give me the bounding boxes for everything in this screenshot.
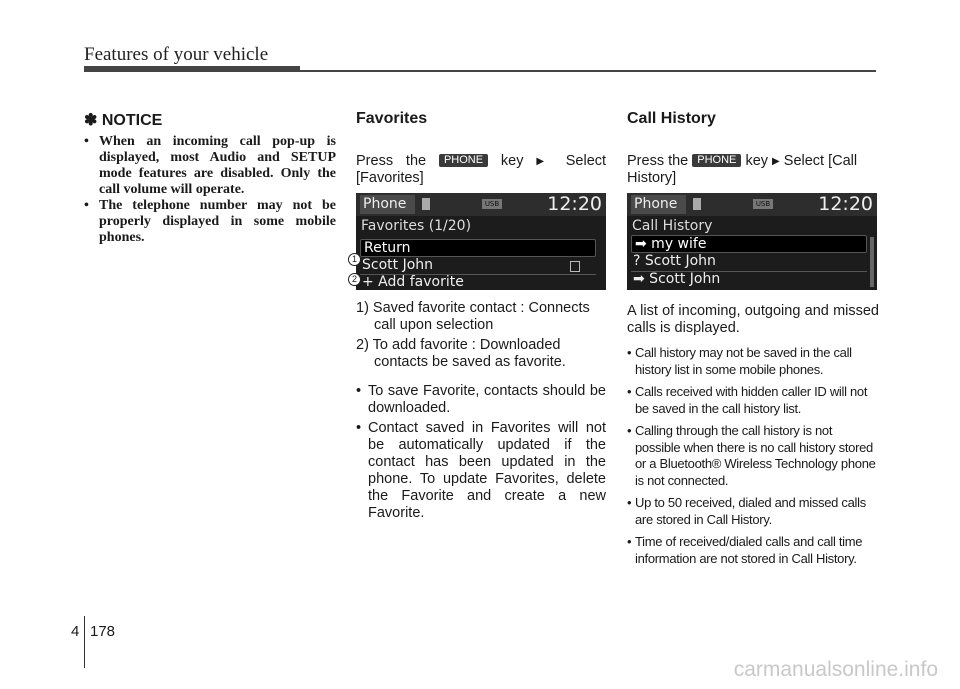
call-history-title: Call History: [627, 110, 716, 127]
screen-phone-tab: Phone: [360, 195, 415, 214]
numbered-item: 2) To add favorite : Downloaded contacts be saved as favorite.: [356, 337, 566, 370]
favorites-instruction: [356, 153, 606, 187]
bluetooth-icon: [693, 198, 701, 210]
instruction-post: key: [500, 153, 524, 169]
bullet-item: • Contact saved in Favorites will not be automatically updated if the contact has been updated in the phone. To update Favorites, delete the Favorite and create a new Favorite.: [356, 420, 606, 522]
numbered-item: 1) Saved favorite contact : Connects call upon selection: [356, 300, 590, 333]
instruction-select: Select [Call History]: [627, 153, 858, 186]
usb-badge: USB: [753, 199, 773, 209]
notice-heading: ✽ NOTICE: [84, 112, 163, 129]
bluetooth-icon: [422, 198, 430, 210]
screen-status-bar: [627, 193, 877, 216]
screen-clock: 12:20: [547, 193, 602, 215]
screen-title: Call History: [632, 218, 713, 234]
instruction-pre: Press the: [627, 153, 689, 169]
screen-row-history-3[interactable]: ➡ Scott John: [633, 271, 721, 287]
callout-2: 2: [348, 273, 361, 286]
instruction-select: Select [Favorites]: [356, 153, 607, 186]
bullet-item: • Call history may not be saved in the call history list in some mobile phones.: [627, 345, 879, 378]
screen-row-contact[interactable]: Scott John: [362, 257, 434, 273]
call-history-screen: [627, 193, 877, 290]
arrow-right-icon: ▶: [772, 156, 780, 167]
screen-row-add-favorite[interactable]: + Add favorite: [362, 274, 464, 290]
screen-phone-tab: Phone: [631, 195, 686, 214]
phone-key-badge: PHONE: [692, 154, 741, 167]
call-history-bullet-list: [627, 345, 879, 567]
usb-badge: USB: [482, 199, 502, 209]
footer-chapter-number: 4: [71, 623, 80, 640]
screen-row-history-2[interactable]: ? Scott John: [633, 253, 716, 269]
notice-item: • When an incoming call pop-up is displayed, most Audio and SETUP mode features are disabled. Only the call volume will operate.: [84, 134, 336, 198]
screen-row-return[interactable]: Return: [360, 239, 596, 257]
favorites-screen: [356, 193, 606, 290]
notice-item: • The telephone number may not be properly displayed in some mobile phones.: [84, 198, 336, 246]
call-history-description: A list of incoming, outgoing and missed calls is displayed.: [627, 303, 879, 336]
favorites-numbered-list: [356, 300, 606, 371]
bullet-item: • Calling through the call history is not possible when there is no call history stored or a Bluetooth® Wireless Technology phone is not connected.: [627, 423, 879, 489]
arrow-right-icon: ▶: [536, 156, 553, 167]
instruction-post: key: [745, 153, 769, 169]
screen-clock: 12:20: [818, 193, 873, 215]
bullet-item: • Up to 50 received, dialed and missed calls are stored in Call History.: [627, 495, 879, 528]
callout-1: 1: [348, 253, 361, 266]
call-history-column: [627, 110, 879, 573]
screen-row-history-1[interactable]: ➡ my wife: [631, 235, 867, 253]
call-history-instruction: [627, 153, 879, 187]
notice-column: [84, 110, 336, 246]
instruction-pre: Press the: [356, 153, 427, 169]
notice-list: [84, 134, 336, 246]
page-header-title: Features of your vehicle: [84, 44, 269, 65]
phone-key-badge: PHONE: [439, 154, 488, 167]
header-rule-thick: [84, 66, 300, 72]
phone-device-icon: [570, 261, 580, 272]
screen-scrollbar[interactable]: [870, 237, 874, 287]
footer-divider: [84, 616, 85, 668]
bullet-item: • Time of received/dialed calls and call time information are not stored in Call History.: [627, 534, 879, 567]
screen-status-bar: [356, 193, 606, 216]
header-rule-thin: [300, 70, 876, 72]
favorites-bullet-list: [356, 383, 606, 522]
favorites-column: [351, 110, 607, 525]
footer-page-number: 178: [90, 623, 116, 640]
bullet-item: • To save Favorite, contacts should be downloaded.: [356, 383, 606, 417]
favorites-title: Favorites: [356, 110, 428, 127]
screen-title: Favorites (1/20): [361, 218, 472, 234]
bullet-item: • Calls received with hidden caller ID will not be saved in the call history list.: [627, 384, 879, 417]
watermark-text: carmanualsonline.info: [733, 658, 938, 681]
